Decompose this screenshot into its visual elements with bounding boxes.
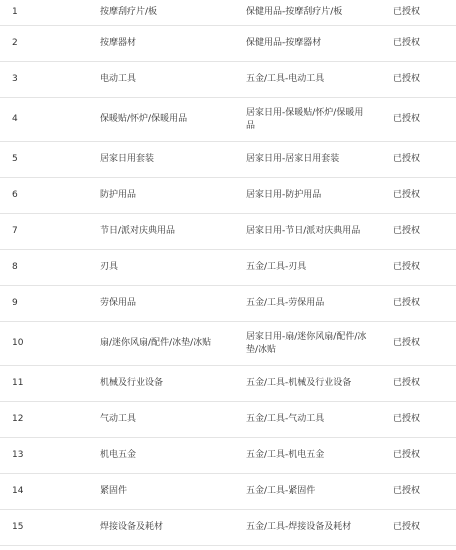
status-text: 已授权 — [393, 378, 421, 388]
category-name: 保暖贴/怀炉/保暖用品 — [100, 114, 188, 124]
status-text: 已授权 — [393, 7, 421, 17]
category-name: 刃具 — [100, 262, 119, 272]
row-number: 10 — [12, 338, 24, 348]
table-row — [0, 0, 456, 26]
table-row — [0, 98, 456, 142]
table-row — [0, 474, 456, 510]
category-name: 紧固件 — [100, 486, 128, 496]
category-name: 按摩器材 — [100, 38, 137, 48]
category-name: 扇/迷你风扇/配件/冰垫/冰贴 — [100, 338, 212, 348]
status-text: 已授权 — [393, 414, 421, 424]
table-row — [0, 286, 456, 322]
category-path: 五金/工具-劳保用品 — [246, 298, 325, 308]
row-number: 3 — [12, 74, 18, 84]
category-path: 居家日用-扇/迷你风扇/配件/冰 垫/冰贴 — [246, 331, 367, 355]
category-path: 居家日用-保暖贴/怀炉/保暖用 品 — [246, 107, 364, 131]
status-text: 已授权 — [393, 226, 421, 236]
table-row — [0, 438, 456, 474]
row-number: 14 — [12, 486, 24, 496]
category-path: 五金/工具-气动工具 — [246, 414, 325, 424]
category-name: 劳保用品 — [100, 298, 137, 308]
category-name: 焊接设备及耗材 — [100, 522, 164, 532]
status-text: 已授权 — [393, 450, 421, 460]
category-path: 居家日用-节日/派对庆典用品 — [246, 226, 361, 236]
row-number: 2 — [12, 38, 18, 48]
table-row — [0, 178, 456, 214]
row-number: 1 — [12, 7, 18, 17]
category-path: 保健用品-按摩器材 — [246, 38, 322, 48]
category-name: 节日/派对庆典用品 — [100, 226, 176, 236]
category-name: 机械及行业设备 — [100, 378, 164, 388]
category-name: 电动工具 — [100, 74, 137, 84]
table-row — [0, 250, 456, 286]
category-path: 居家日用-居家日用套装 — [246, 154, 340, 164]
row-number: 15 — [12, 522, 24, 532]
table-row — [0, 510, 456, 546]
status-text: 已授权 — [393, 338, 421, 348]
table-row — [0, 322, 456, 366]
status-text: 已授权 — [393, 262, 421, 272]
category-name: 防护用品 — [100, 190, 137, 200]
row-number: 6 — [12, 190, 18, 200]
category-path: 保健用品-按摩刮疗片/板 — [246, 7, 343, 17]
table-row — [0, 26, 456, 62]
row-number: 9 — [12, 298, 18, 308]
status-text: 已授权 — [393, 522, 421, 532]
row-number: 5 — [12, 154, 18, 164]
category-path: 居家日用-防护用品 — [246, 190, 322, 200]
status-text: 已授权 — [393, 190, 421, 200]
row-number: 7 — [12, 226, 18, 236]
status-text: 已授权 — [393, 114, 421, 124]
status-text: 已授权 — [393, 38, 421, 48]
row-number: 13 — [12, 450, 24, 460]
status-text: 已授权 — [393, 298, 421, 308]
category-path: 五金/工具-焊接设备及耗材 — [246, 522, 352, 532]
category-path: 五金/工具-机电五金 — [246, 450, 325, 460]
status-text: 已授权 — [393, 154, 421, 164]
row-number: 8 — [12, 262, 18, 272]
table-row — [0, 214, 456, 250]
row-number: 12 — [12, 414, 24, 424]
category-path: 五金/工具-机械及行业设备 — [246, 378, 352, 388]
table-row — [0, 62, 456, 98]
category-name: 气动工具 — [100, 414, 137, 424]
table-row — [0, 366, 456, 402]
status-text: 已授权 — [393, 486, 421, 496]
category-name: 按摩刮疗片/板 — [100, 7, 158, 17]
status-text: 已授权 — [393, 74, 421, 84]
category-name: 机电五金 — [100, 450, 137, 460]
row-number: 11 — [12, 378, 24, 388]
category-path: 五金/工具-紧固件 — [246, 486, 316, 496]
category-name: 居家日用套装 — [100, 154, 155, 164]
category-path: 五金/工具-电动工具 — [246, 74, 325, 84]
category-path: 五金/工具-刃具 — [246, 262, 307, 272]
table-row — [0, 402, 456, 438]
table-row — [0, 142, 456, 178]
row-number: 4 — [12, 114, 18, 124]
